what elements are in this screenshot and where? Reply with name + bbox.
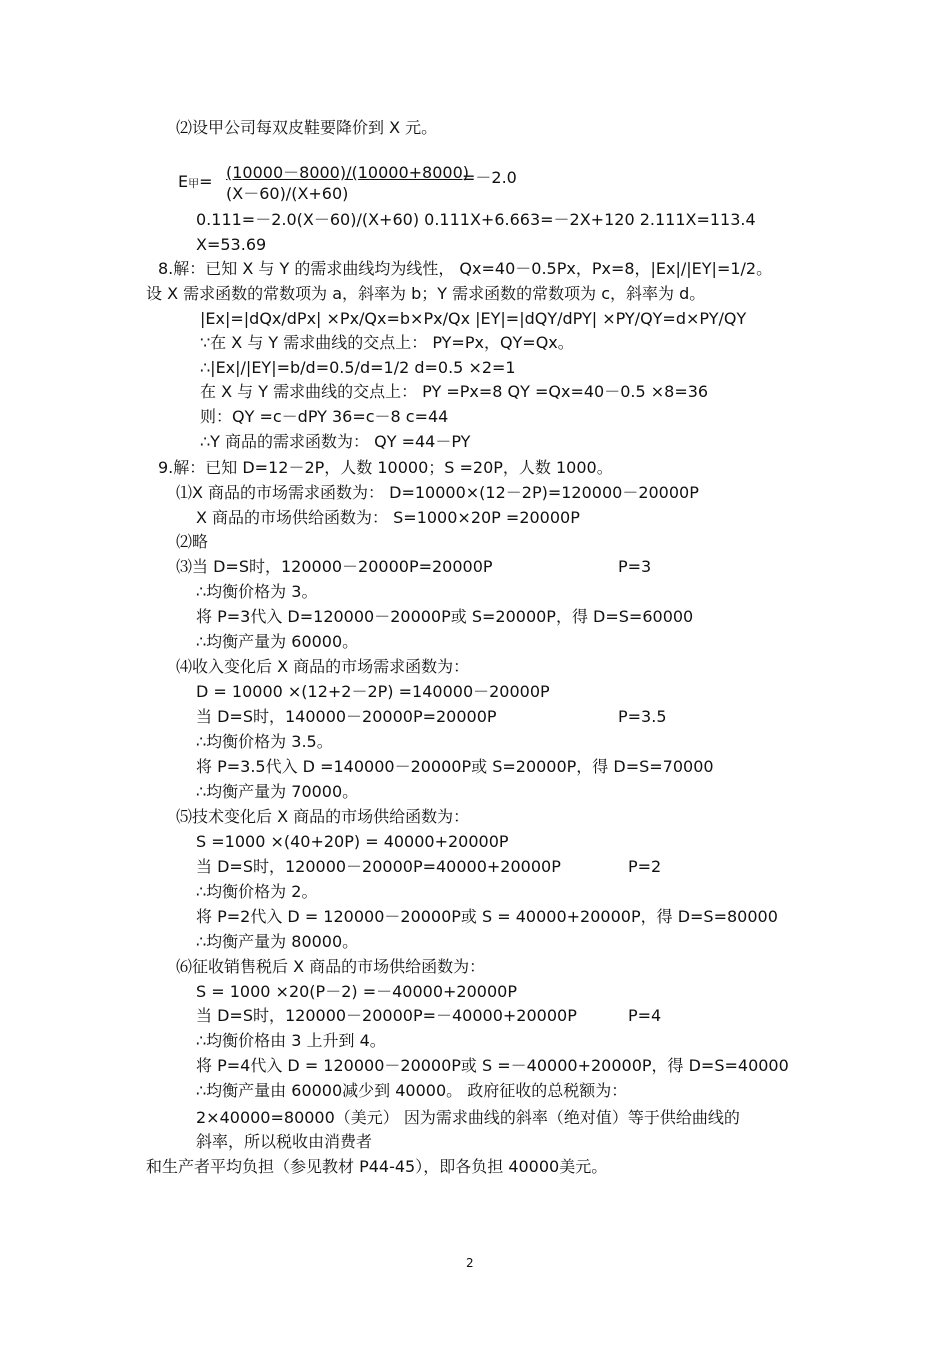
- equation-result: P=3: [618, 557, 652, 576]
- fraction-denominator: (X－60)/(X+60): [226, 184, 349, 203]
- text-line: 将 P=4代入 D = 120000－20000P或 S =－40000+20000P，得 D=S=40000: [196, 1056, 789, 1075]
- equation-result: P=4: [628, 1006, 662, 1025]
- text-line: ∴均衡价格为 2。: [196, 882, 318, 901]
- text-line: ∴均衡价格为 3。: [196, 582, 318, 601]
- equation-line: 则：QY =c－dPY 36=c－8 c=44: [200, 407, 449, 426]
- fraction-result: =－2.0: [462, 168, 517, 187]
- text-line: 在 X 与 Y 需求曲线的交点上： PY =Px=8 QY =Qx=40－0.5 ×8=36: [200, 382, 709, 401]
- text-line: ⑹征收销售税后 X 商品的市场供给函数为：: [176, 957, 486, 976]
- equation-result: P=3.5: [618, 707, 667, 726]
- text-line: ⑵略: [176, 532, 209, 551]
- equation-line: 0.111=－2.0(X－60)/(X+60) 0.111X+6.663=－2X+120 2.111X=113.4: [196, 210, 756, 229]
- equation-line: X=53.69: [196, 235, 267, 254]
- text-line: ∴均衡产量为 60000。: [196, 632, 359, 651]
- text-line: 2×40000=80000（美元） 因为需求曲线的斜率（绝对值）等于供给曲线的: [196, 1108, 740, 1127]
- equation-line: S = 1000 ×20(P－2) =－40000+20000P: [196, 982, 517, 1001]
- equation-line: 当 D=S时，120000－20000P=40000+20000P: [196, 857, 561, 876]
- text-line: ∴均衡价格为 3.5。: [196, 732, 333, 751]
- part2-heading: ⑵设甲公司每双皮鞋要降价到 X 元。: [176, 118, 438, 137]
- elasticity-label: [178, 172, 213, 194]
- text-line: ∵在 X 与 Y 需求曲线的交点上： PY=Px，QY=Qx。: [200, 333, 574, 352]
- problem-9-heading: 9.解：已知 D=12－2P，人数 10000；S =20P，人数 1000。: [158, 458, 613, 477]
- equation-line: |Ex|=|dQx/dPx| ×Px/Qx=b×Px/Qx |EY|=|dQY/dPY| ×PY/QY=d×PY/QY: [200, 309, 747, 328]
- text-line: ∴均衡产量由 60000减少到 40000。 政府征收的总税额为：: [196, 1081, 628, 1100]
- equation-line: 当 D=S时，120000－20000P=－40000+20000P: [196, 1006, 577, 1025]
- text-line: ∴均衡价格由 3 上升到 4。: [196, 1031, 386, 1050]
- elasticity-subscript: 甲: [188, 177, 200, 190]
- text-line: ∴均衡产量为 80000。: [196, 932, 359, 951]
- equation-line: 当 D=S时，140000－20000P=20000P: [196, 707, 497, 726]
- equation-line: S =1000 ×(40+20P) = 40000+20000P: [196, 832, 509, 851]
- text-line: 斜率，所以税收由消费者: [196, 1132, 373, 1151]
- equation-line: ⑶当 D=S时，120000－20000P=20000P: [176, 557, 493, 576]
- text-line: X 商品的市场供给函数为： S=1000×20P =20000P: [196, 508, 580, 527]
- text-line: ∴Y 商品的需求函数为： QY =44－PY: [200, 432, 471, 451]
- text-line: 将 P=3代入 D=120000－20000P或 S=20000P，得 D=S=60000: [196, 607, 694, 626]
- equation-line: D = 10000 ×(12+2－2P) =140000－20000P: [196, 682, 550, 701]
- text-line: 将 P=2代入 D = 120000－20000P或 S = 40000+20000P，得 D=S=80000: [196, 907, 778, 926]
- fraction-numerator: (10000－8000)/(10000+8000): [226, 163, 470, 182]
- text-line: 和生产者平均负担（参见教材 P44-45），即各负担 40000美元。: [146, 1157, 608, 1176]
- text-line: 设 X 需求函数的常数项为 a，斜率为 b；Y 需求函数的常数项为 c，斜率为 d。: [146, 284, 706, 303]
- equation-line: ∴|Ex|/|EY|=b/d=0.5/d=1/2 d=0.5 ×2=1: [200, 358, 516, 377]
- text-line: ⑴X 商品的市场需求函数为： D=10000×(12－2P)=120000－20000P: [176, 483, 699, 502]
- elasticity-symbol: E: [178, 172, 189, 191]
- equation-result: P=2: [628, 857, 662, 876]
- text-line: ⑸技术变化后 X 商品的市场供给函数为：: [176, 807, 470, 826]
- text-line: 将 P=3.5代入 D =140000－20000P或 S=20000P，得 D=S=70000: [196, 757, 714, 776]
- page-number: 2: [466, 1256, 474, 1270]
- problem-8-heading: 8.解：已知 X 与 Y 的需求曲线均为线性， Qx=40－0.5Px，Px=8，|Ex|/|EY|=1/2。: [158, 259, 773, 278]
- elasticity-equals: =: [199, 172, 213, 191]
- text-line: ∴均衡产量为 70000。: [196, 782, 359, 801]
- text-line: ⑷收入变化后 X 商品的市场需求函数为：: [176, 657, 470, 676]
